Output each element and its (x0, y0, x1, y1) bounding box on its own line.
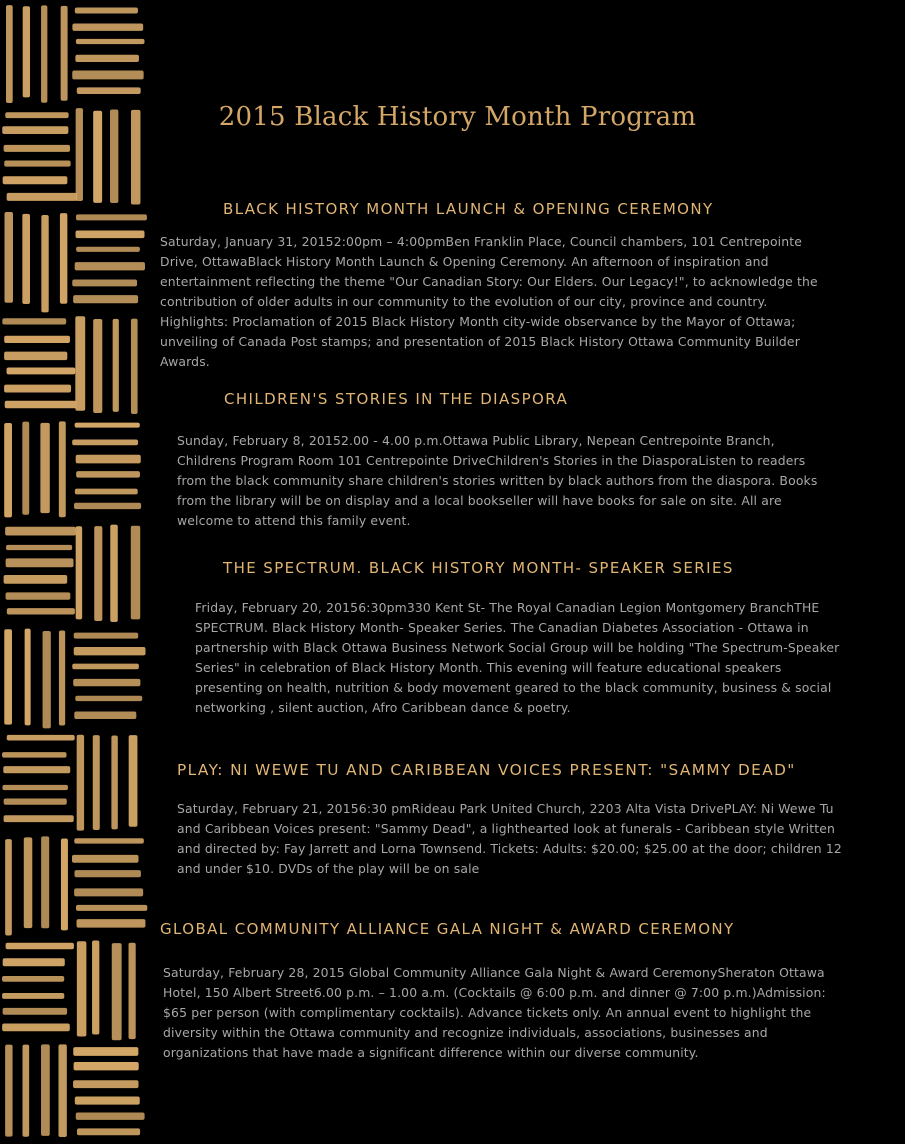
pattern-vertical-stroke (23, 6, 30, 97)
pattern-vertical-stroke (113, 319, 119, 412)
pattern-horizontal-stroke (4, 815, 74, 822)
pattern-vertical-stroke (77, 941, 87, 1036)
event-heading-launch: BLACK HISTORY MONTH LAUNCH & OPENING CEREMONY (223, 200, 714, 218)
pattern-horizontal-stroke (4, 798, 67, 804)
pattern-horizontal-stroke (4, 145, 70, 152)
pattern-vertical-stroke (22, 1045, 29, 1137)
pattern-vertical-stroke (94, 526, 102, 621)
pattern-horizontal-stroke (75, 55, 139, 62)
pattern-vertical-stroke (22, 422, 29, 515)
pattern-vertical-stroke (22, 214, 30, 304)
pattern-horizontal-stroke (6, 943, 74, 950)
pattern-horizontal-stroke (7, 608, 75, 614)
pattern-horizontal-stroke (75, 1096, 140, 1104)
pattern-horizontal-stroke (6, 558, 74, 567)
pattern-vertical-stroke (5, 839, 12, 935)
pattern-horizontal-stroke (72, 24, 143, 31)
pattern-vertical-stroke (111, 735, 117, 829)
pattern-horizontal-stroke (2, 126, 68, 134)
pattern-vertical-stroke (112, 943, 122, 1040)
pattern-horizontal-stroke (73, 1080, 138, 1088)
pattern-horizontal-stroke (5, 527, 76, 536)
pattern-horizontal-stroke (77, 87, 141, 94)
pattern-horizontal-stroke (77, 919, 146, 927)
pattern-horizontal-stroke (76, 905, 147, 911)
pattern-horizontal-stroke (73, 679, 140, 686)
pattern-horizontal-stroke (72, 664, 139, 670)
pattern-horizontal-stroke (4, 575, 68, 584)
pattern-vertical-stroke (5, 1045, 12, 1137)
pattern-vertical-stroke (59, 421, 66, 517)
pattern-horizontal-stroke (7, 735, 75, 741)
pattern-vertical-stroke (25, 629, 31, 726)
pattern-horizontal-stroke (6, 545, 72, 550)
pattern-vertical-stroke (61, 838, 68, 930)
pattern-horizontal-stroke (4, 385, 71, 393)
event-text-gala: Saturday, February 28, 2015 Global Community Alliance Gala Night & Award CeremonySheraton Ottawa Hotel, 150 Albert Street6.00 p.m. – 1.00 a.m. (Cocktails @ 6:00 p.m. and dinner @ 7:00 p.m.)Admission: $65 per person (with complimentary cocktails). Advance tickets only. An annual event to highlight the diversity within the Ottawa community and recognize individuals, associations, businesses and organizations that have made a significant difference within our diverse community. (163, 965, 826, 1060)
pattern-horizontal-stroke (5, 401, 77, 409)
pattern-horizontal-stroke (2, 976, 64, 982)
pattern-horizontal-stroke (75, 489, 138, 495)
pattern-horizontal-stroke (76, 471, 140, 477)
pattern-vertical-stroke (41, 836, 49, 928)
pattern-horizontal-stroke (77, 1128, 140, 1135)
pattern-horizontal-stroke (6, 592, 71, 599)
pattern-horizontal-stroke (74, 1062, 139, 1070)
pattern-horizontal-stroke (75, 262, 145, 270)
pattern-horizontal-stroke (7, 367, 76, 374)
pattern-vertical-stroke (4, 629, 12, 724)
pattern-horizontal-stroke (74, 870, 140, 877)
pattern-vertical-stroke (41, 5, 47, 102)
pattern-horizontal-stroke (76, 1113, 145, 1120)
pattern-vertical-stroke (92, 941, 99, 1035)
event-heading-gala: GLOBAL COMMUNITY ALLIANCE GALA NIGHT & AWARD CEREMONY (160, 920, 735, 938)
pattern-horizontal-stroke (3, 958, 65, 966)
pattern-vertical-stroke (60, 213, 67, 304)
event-heading-sammy-dead: PLAY: NI WEWE TU AND CARIBBEAN VOICES PRESENT: "SAMMY DEAD" (177, 761, 796, 779)
pattern-vertical-stroke (4, 423, 12, 517)
pattern-horizontal-stroke (73, 295, 138, 303)
pattern-horizontal-stroke (74, 633, 138, 639)
pattern-horizontal-stroke (3, 176, 68, 184)
pattern-vertical-stroke (61, 6, 68, 101)
pattern-horizontal-stroke (7, 193, 78, 201)
pattern-horizontal-stroke (74, 647, 146, 655)
pattern-horizontal-stroke (2, 785, 68, 790)
pattern-horizontal-stroke (3, 766, 70, 773)
pattern-vertical-stroke (77, 735, 84, 831)
event-text-sammy-dead: Saturday, February 21, 20156:30 pmRideau Park United Church, 2203 Alta Vista DrivePLAY: Ni Wewe Tu and Caribbean Voices present: "Sammy Dead", a lighthearted look at funerals - Caribbean style Written and directed by: Fay Jarrett and Lorna Townsend. Tickets: Adults: $20.00; $25.00 at the door; children 12 and under $10. DVDs of the play will be on sale (177, 801, 842, 876)
pattern-horizontal-stroke (76, 230, 145, 238)
pattern-vertical-stroke (131, 319, 138, 414)
pattern-horizontal-stroke (76, 455, 141, 464)
pattern-horizontal-stroke (74, 888, 143, 896)
pattern-horizontal-stroke (5, 112, 68, 118)
pattern-vertical-stroke (93, 319, 102, 413)
pattern-vertical-stroke (76, 526, 82, 619)
pattern-vertical-stroke (110, 109, 118, 203)
pattern-vertical-stroke (75, 316, 85, 410)
pattern-horizontal-stroke (3, 1008, 68, 1015)
event-text-launch: Saturday, January 31, 20152:00pm – 4:00pmBen Franklin Place, Council chambers, 101 Centrepointe Drive, OttawaBlack History Month Launch & Opening Ceremony. An afternoon of inspiration and entertainment reflecting the theme "Our Canadian Story: Our Elders. Our Legacy!", to acknowledge the contribution of older adults in our community to the evolution of our city, province and country. Highlights: Proclamation of 2015 Black History Month city-wide observance by the Mayor of Ottawa; unveiling of Canada Post stamps; and presentation of 2015 Black History Ottawa Community Builder Awards. (160, 234, 818, 369)
page-title: 2015 Black History Month Program (218, 102, 697, 132)
pattern-horizontal-stroke (75, 696, 142, 701)
pattern-vertical-stroke (93, 735, 100, 830)
pattern-vertical-stroke (41, 215, 48, 312)
pattern-horizontal-stroke (74, 711, 136, 718)
pattern-vertical-stroke (4, 212, 12, 303)
pattern-horizontal-stroke (4, 352, 67, 361)
pattern-vertical-stroke (76, 108, 83, 201)
pattern-horizontal-stroke (76, 214, 147, 220)
pattern-horizontal-stroke (74, 503, 141, 509)
pattern-horizontal-stroke (76, 39, 145, 44)
pattern-horizontal-stroke (76, 247, 140, 252)
pattern-vertical-stroke (93, 111, 102, 203)
pattern-horizontal-stroke (72, 71, 143, 80)
pattern-horizontal-stroke (75, 423, 140, 428)
pattern-vertical-stroke (129, 735, 138, 827)
pattern-vertical-stroke (131, 526, 140, 620)
pattern-vertical-stroke (40, 423, 49, 513)
event-text-spectrum: Friday, February 20, 20156:30pm330 Kent St- The Royal Canadian Legion Montgomery BranchTHE SPECTRUM. Black History Month- Speaker Series. The Canadian Diabetes Association - Ottawa in partnership with Black Ottawa Business Network Social Group will be holding "The Spectrum-Speaker Series" in celebration of Black History Month. This evening will feature educational speakers presenting on health, nutrition & body movement geared to the black community, business & social networking , silent auction, Afro Caribbean dance & poetry. (195, 600, 840, 715)
pattern-horizontal-stroke (4, 161, 70, 167)
pattern-horizontal-stroke (72, 279, 137, 286)
pattern-horizontal-stroke (2, 1023, 70, 1031)
pattern-vertical-stroke (24, 837, 33, 928)
pattern-vertical-stroke (43, 631, 51, 728)
pattern-horizontal-stroke (72, 440, 138, 446)
pattern-horizontal-stroke (75, 7, 138, 13)
pattern-horizontal-stroke (2, 993, 64, 999)
event-text-childrens-stories: Sunday, February 8, 20152.00 - 4.00 p.m.Ottawa Public Library, Nepean Centrepointe Branch, Childrens Program Room 101 Centrepointe DriveChildren's Stories in the DiasporaListen to readers from the black community share children's stories written by black authors from the diaspora. Books from the library will be on display and a local bookseller will have books for sale on site. All are welcome to attend this family event. (177, 433, 818, 528)
pattern-horizontal-stroke (4, 336, 70, 343)
event-heading-spectrum: THE SPECTRUM. BLACK HISTORY MONTH- SPEAKER SERIES (223, 559, 734, 577)
pattern-vertical-stroke (110, 525, 118, 622)
pattern-horizontal-stroke (2, 318, 66, 324)
pattern-vertical-stroke (6, 5, 13, 103)
pattern-horizontal-stroke (73, 1047, 138, 1056)
pattern-vertical-stroke (59, 630, 65, 725)
tribal-stripe-pattern (0, 0, 152, 1144)
event-heading-childrens-stories: CHILDREN'S STORIES IN THE DIASPORA (224, 390, 569, 408)
pattern-vertical-stroke (41, 1044, 50, 1135)
pattern-vertical-stroke (58, 1044, 66, 1137)
pattern-vertical-stroke (129, 943, 136, 1039)
pattern-horizontal-stroke (74, 838, 144, 843)
pattern-horizontal-stroke (72, 855, 139, 863)
pattern-horizontal-stroke (2, 752, 66, 757)
pattern-vertical-stroke (131, 110, 140, 205)
